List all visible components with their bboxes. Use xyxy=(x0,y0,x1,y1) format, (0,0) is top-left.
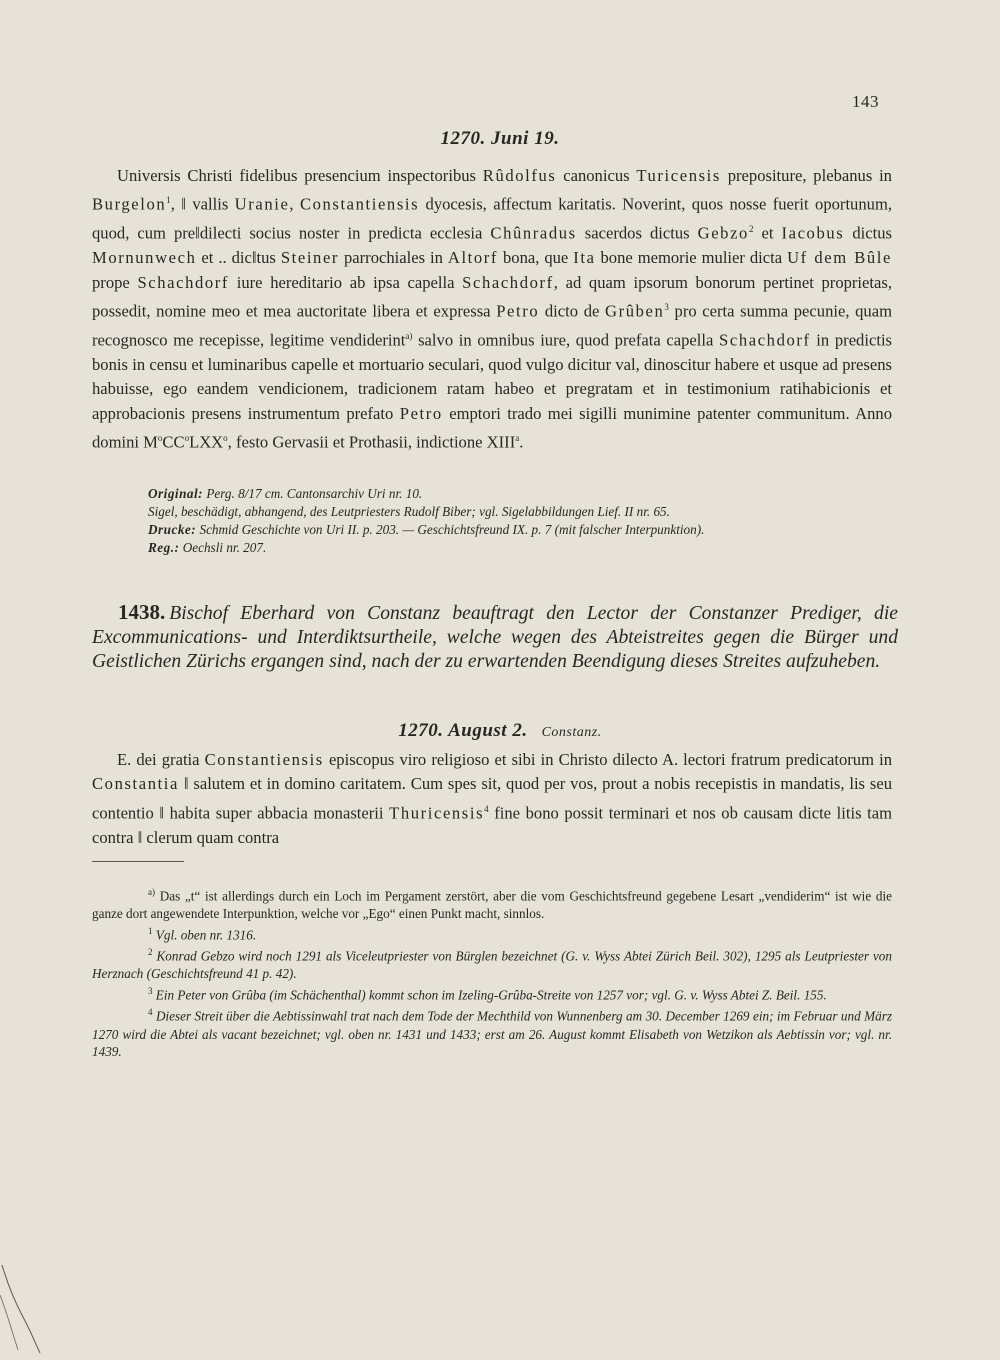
footnote xyxy=(92,944,892,983)
footnote xyxy=(92,884,892,923)
document-1-text xyxy=(92,164,892,455)
document-1-dateline: 1270. Juni 19. xyxy=(440,128,560,149)
footnote-text: Ein Peter von Grûba (im Schächenthal) kommt schon im Izeling-Grûba-Streite von 1257 vor; vgl. G. v. Wyss Abtei Z. Beil. 155. xyxy=(152,987,827,1003)
source-original xyxy=(92,485,892,503)
document-2-place: Constanz. xyxy=(541,725,602,740)
source-drucke xyxy=(92,521,892,539)
footnote-marker: 1 xyxy=(148,925,153,936)
reg-label: Reg.: xyxy=(148,540,180,555)
footnote-text: Konrad Gebzo wird noch 1291 als Viceleutpriester von Bürglen bezeichnet (G. v. Wyss Abtei Zürich Beil. 302), 1295 als Leutpriester von Herznach (Geschichtsfreund 41 p. 42). xyxy=(92,948,892,982)
source-regest xyxy=(92,539,892,557)
footnote-marker: a) xyxy=(148,887,155,897)
document-2-date: 1270. August 2. xyxy=(398,720,528,741)
original-text: Perg. 8/17 cm. Cantonsarchiv Uri nr. 10. xyxy=(203,486,423,501)
original-label: Original: xyxy=(148,486,204,501)
footnote-text: Dieser Streit über die Aebtissinwahl trat nach dem Tode der Mechthild von Wunnenberg am 30. December 1269 ein; im Februar und März 1270 wird die Abtei als vacant bezeichnet; vgl. oben nr. 1431 und 1433; erst am 26. August kommt Elisabeth von Wetzikon als Aebtissin vor; vgl. nr. 1439. xyxy=(92,1008,892,1060)
document-2-regest xyxy=(92,600,898,675)
margin-scribble-mark xyxy=(0,1255,44,1355)
drucke-label: Drucke: xyxy=(148,522,197,537)
footnote-divider xyxy=(92,861,184,862)
footnotes xyxy=(92,884,892,1061)
source-seal: Sigel, beschädigt, abhangend, des Leutpriesters Rudolf Biber; vgl. Sigelabbildungen Lief. II nr. 65. xyxy=(148,504,670,519)
page-number: 143 xyxy=(852,92,879,111)
document-1-paragraph: Universis Christi fidelibus presencium inspectoribus Rûdolfus canonicus Turicensis prepositure, plebanus in Burgelon$^1$, ‖ vallis Uranie, Constantiensis dyocesis, affectum karitatis. Noverint, quos nosse fuerit oportunum, quod, cum pre‖dilecti socius noster in predicta ecclesia Chûnradus sacerdos dictus Gebzo$^2$ et Iacobus dictus Mornunwech et .. dic‖tus Steiner parrochiales in Altorf bona, que Ita bone memorie mulier dicta Uf dem Bûle prope Schachdorf iure hereditario ab ipsa capella Schachdorf, ad quam ipsorum bonorum pertinet proprietas, possedit, nomine meo et mea auctoritate libera et expressa Petro dicto de Grûben$^3$ pro certa summa pecunie, quam recognosco me recepisse, legitime vendiderint$^{a)}$ salvo in omnibus iure, quod prefata capella Schachdorf in predictis bonis in censu et luminaribus capelle et mortuario seculari, quod vulgo dicitur val, dinoscitur habere et usque ad presens habuisse, ego eandem vendicionem, tradicionem ratam habeo et pregratam et in testimonium ratihabicionis et approbacionis presens instrumentum prefato Petro emptori trado mei sigilli munimine patenter communitum. Anno domini $M^oCC^oLXX^o$, festo Gervasii et Prothasii, indictione XIII$^a$. xyxy=(92,166,893,452)
document-2-text xyxy=(92,748,892,850)
footnote-text: Das „t“ ist allerdings durch ein Loch im Pergament zerstört, aber die vom Geschichtsfreund gegebene Lesart „vendiderim“ ist wie die ganze dort angewendete Interpunktion, welche vor „Ego“ einen Punkt macht, sinnlos. xyxy=(92,888,892,922)
footnote-marker: 4 xyxy=(148,1007,153,1018)
footnote-text: Vgl. oben nr. 1316. xyxy=(152,927,257,943)
document-2-dateline xyxy=(0,720,1000,742)
reg-text: Oechsli nr. 207. xyxy=(179,540,267,555)
footnote-marker: 3 xyxy=(148,986,153,997)
document-2-number: 1438. xyxy=(118,600,166,624)
footnote xyxy=(92,923,892,944)
document-2-summary: Bischof Eberhard von Constanz beauftragt den Lector der Constanzer Prediger, die Excommunications- und Interdiktsurtheile, welche wegen des Abteistreites gegen die Bürger und Geistlichen Zürichs ergangen sind, nach der zu erwartenden Beendigung dieses Streites aufzuheben. xyxy=(92,603,898,673)
footnote xyxy=(92,983,892,1004)
footnote-marker: 2 xyxy=(148,947,153,958)
footnote xyxy=(92,1004,892,1061)
document-1-sources xyxy=(92,485,892,557)
document-2-paragraph: E. dei gratia Constantiensis episcopus viro religioso et sibi in Christo dilecto A. lectori fratrum predicatorum in Constantia ‖ salutem et in domino caritatem. Cum spes sit, quod per vos, prout a nobis recepistis in mandatis, lis seu contentio ‖ habita super abbacia monasterii Thuricensis$^4$ fine bono possit terminari et nos ob causam dicte litis tam contra ‖ clerum quam contra xyxy=(92,750,892,847)
drucke-text: Schmid Geschichte von Uri II. p. 203. — Geschichtsfreund IX. p. 7 (mit falscher Interpunktion). xyxy=(196,522,705,537)
